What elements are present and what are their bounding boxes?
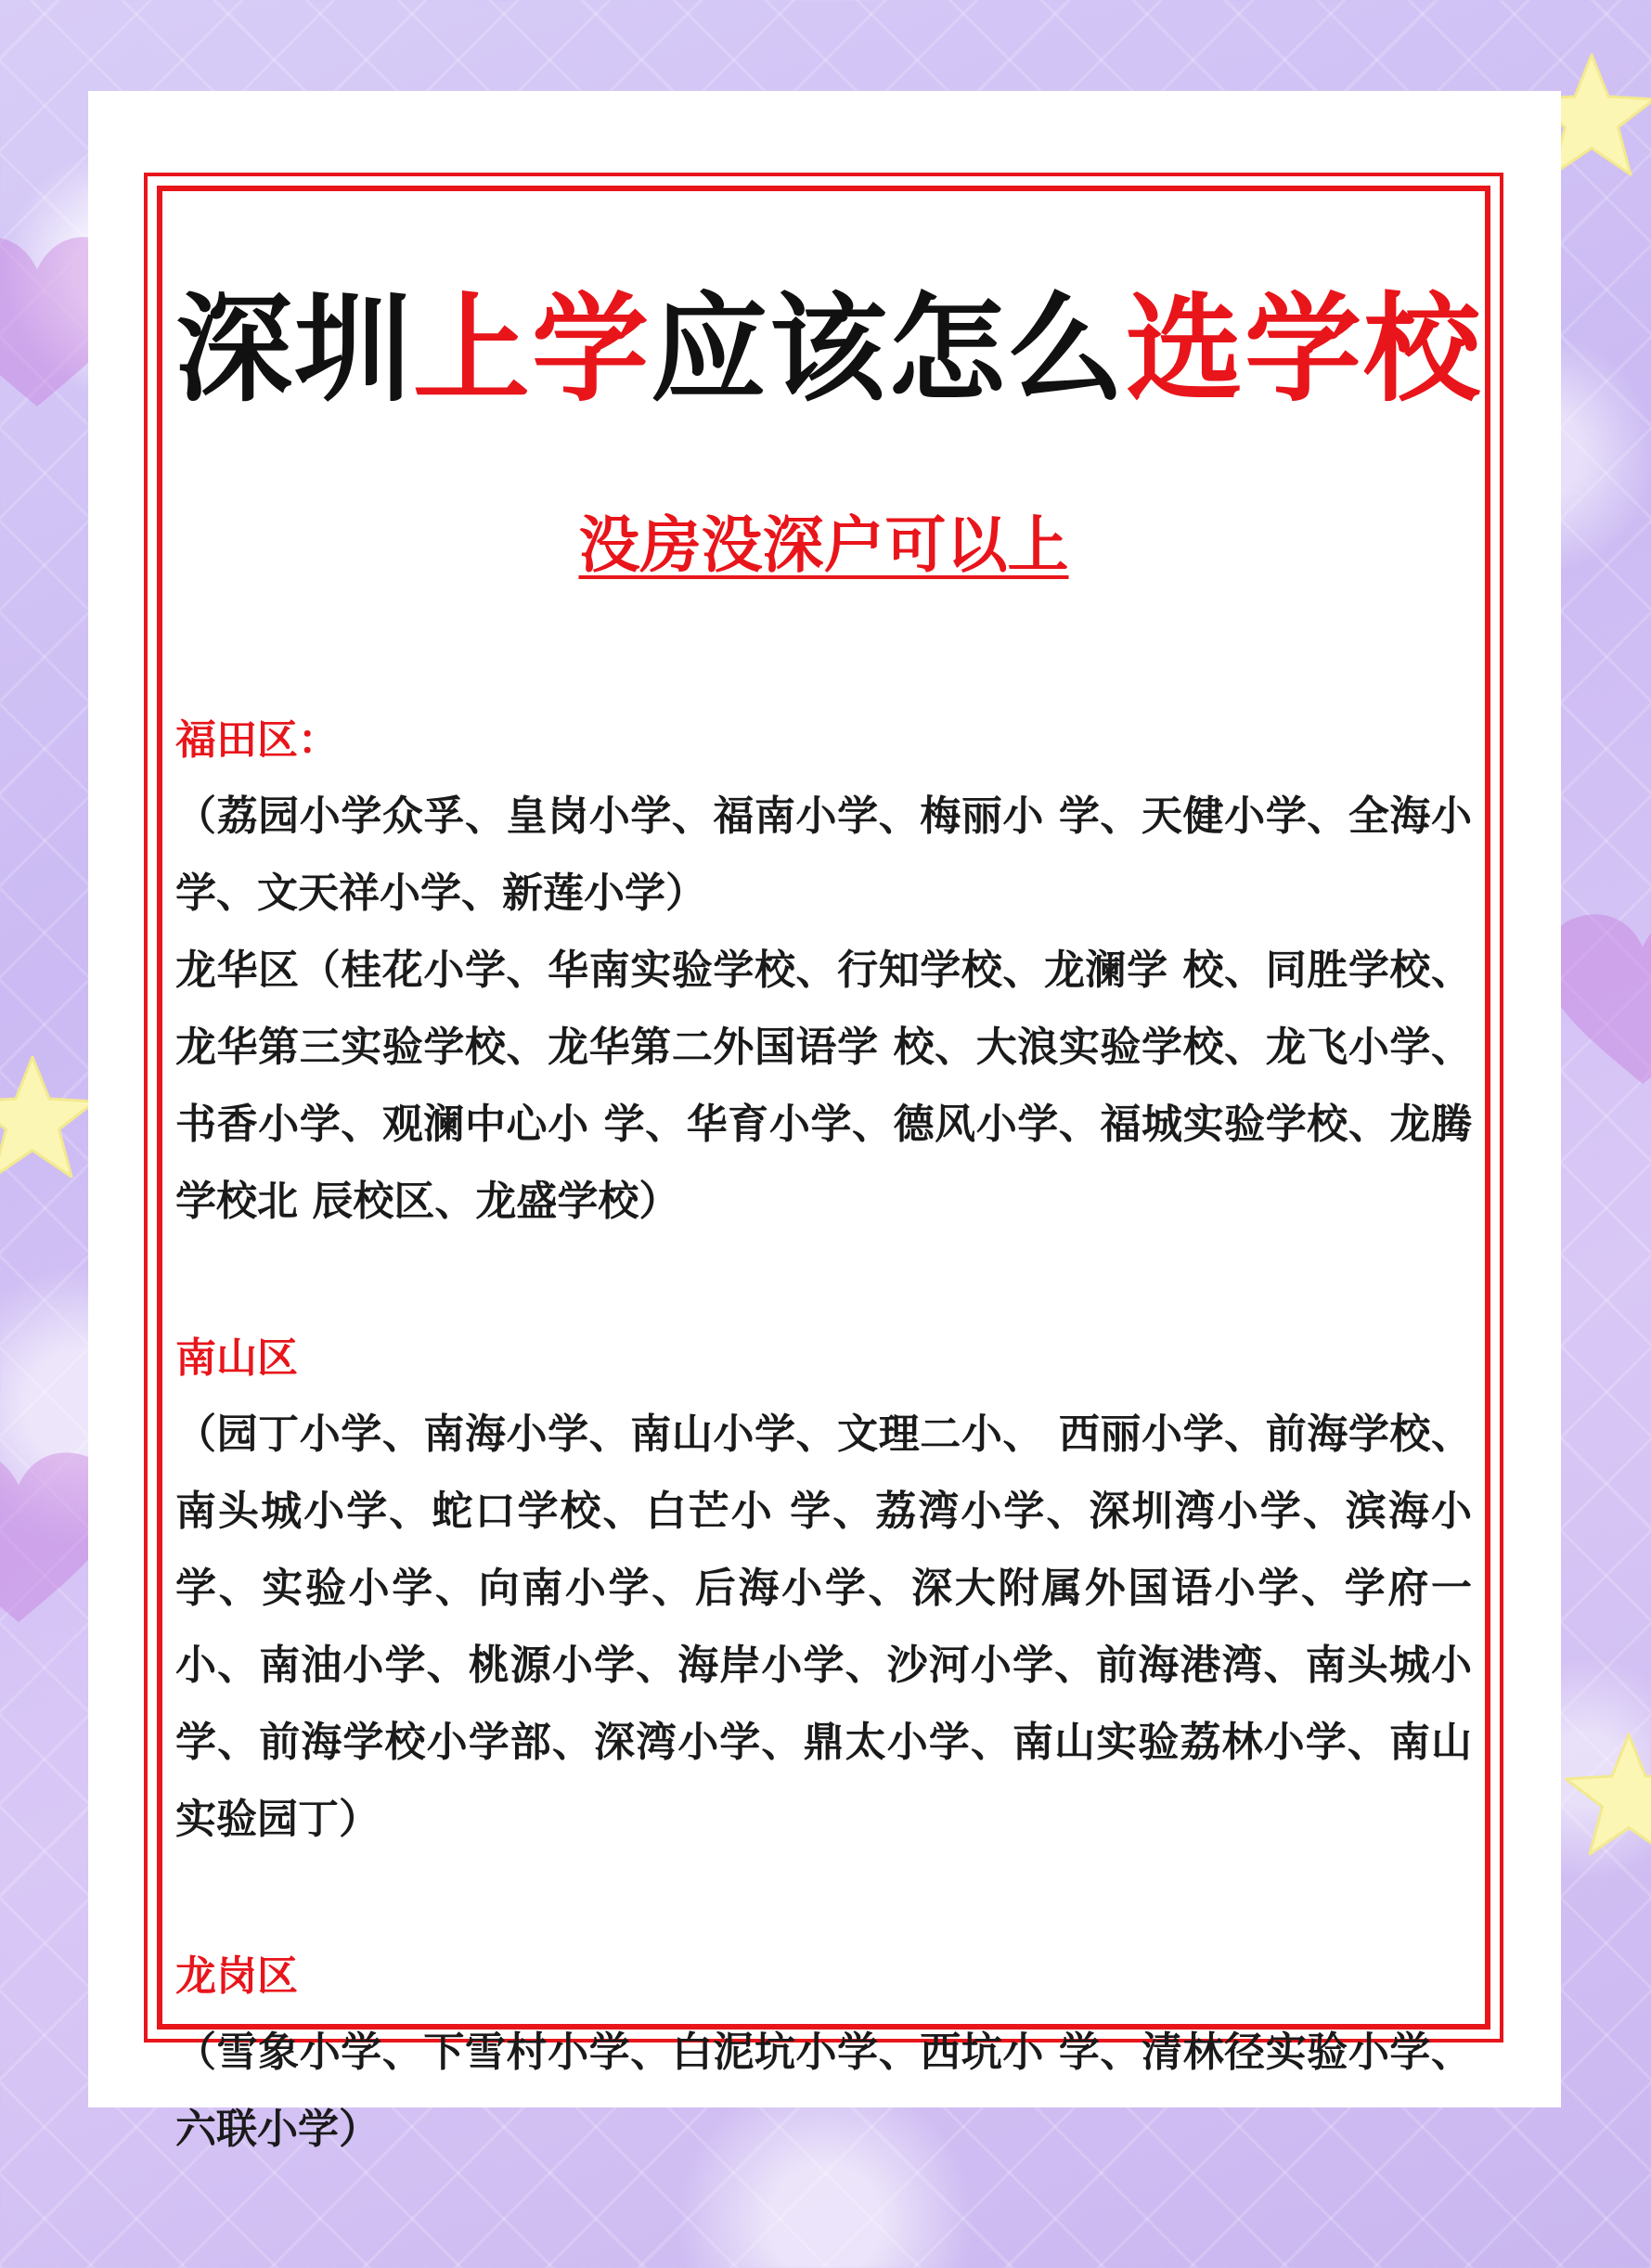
star-decoration-icon bbox=[0, 1049, 102, 1188]
subtitle-text: 没房没深户可以上 bbox=[578, 509, 1069, 581]
school-list-futian: （荔园小学众孚、皇岗小学、福南小学、梅丽小 学、天健小学、全海小学、文天祥小学、新莲小学） bbox=[175, 793, 1472, 917]
star-decoration-icon bbox=[1559, 1726, 1651, 1865]
title-part-4: 选学校 bbox=[1126, 281, 1482, 418]
content-card bbox=[88, 91, 1561, 2153]
district-heading-nanshan: 南山区 bbox=[175, 1334, 298, 1382]
district-heading-longgang: 龙岗区 bbox=[175, 1952, 298, 2000]
school-list-longhua: 龙华区（桂花小学、华南实验学校、行知学校、龙澜学 校、同胜学校、龙华第三实验学校、龙华第二外国语学 校、大浪实验学校、龙飞小学、书香小学、观澜中心小 学、华育小学、德风小学、福城实验学校、龙腾学校北 辰校区、龙盛学校） bbox=[175, 947, 1472, 1225]
title-part-3: 应该怎么 bbox=[651, 281, 1126, 418]
subtitle bbox=[175, 503, 1472, 586]
school-list-nanshan: （园丁小学、南海小学、南山小学、文理二小、 西丽小学、前海学校、南头城小学、蛇口学校、白芒小 学、荔湾小学、深圳湾小学、滨海小学、实验小学、向南小学、后海小学、深大附属外国语小学、学府一小、南油小学、桃源小学、海岸小学、沙河小学、前海港湾、南头城小学、前海学校小学部、深湾小学、鼎太小学、南山实验荔林小学、南山实验园丁） bbox=[175, 1411, 1472, 1843]
red-double-border-frame bbox=[144, 173, 1503, 2153]
school-list-longgang: （雪象小学、下雪村小学、白泥坑小学、西坑小 学、清林径实验小学、六联小学） bbox=[175, 2029, 1472, 2153]
page-title bbox=[175, 280, 1482, 419]
content-area bbox=[175, 176, 1482, 2153]
district-heading-futian: 福田区： bbox=[175, 716, 339, 764]
title-part-2: 上学 bbox=[413, 281, 651, 418]
title-part-1: 深圳 bbox=[175, 281, 413, 418]
